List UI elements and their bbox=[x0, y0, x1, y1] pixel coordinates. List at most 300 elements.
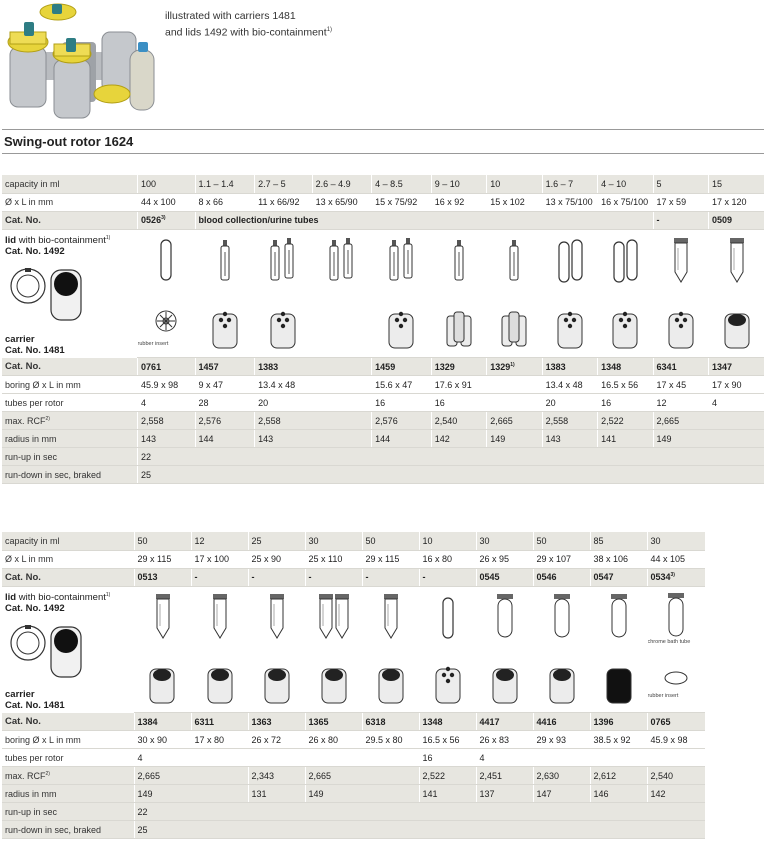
carrier-cat-cell: 0761 bbox=[138, 358, 196, 376]
caption-line-1: illustrated with carriers 1481 bbox=[165, 10, 296, 22]
round-tube-icon bbox=[547, 588, 577, 648]
footnote: 1) bbox=[105, 234, 111, 241]
radius-row bbox=[2, 430, 764, 448]
dimension-cell: 17 x 100 bbox=[191, 550, 248, 568]
carrier-cat-cell: 6341 bbox=[653, 358, 708, 376]
rundown-row bbox=[2, 821, 705, 839]
capacity-row bbox=[2, 532, 705, 550]
syringe-tube-icon bbox=[381, 232, 421, 292]
rcf-cell: 2,540 bbox=[647, 767, 705, 785]
carrier-icon bbox=[444, 298, 474, 354]
carrier-cat-cell: 6318 bbox=[362, 713, 419, 731]
cat-cell: 0546 bbox=[533, 568, 590, 586]
dimension-cell: 25 x 90 bbox=[248, 550, 305, 568]
dimension-cell: 26 x 95 bbox=[476, 550, 533, 568]
carrier-image bbox=[255, 295, 313, 357]
carrier-icon bbox=[604, 653, 634, 709]
dimension-cell: 17 x 120 bbox=[709, 193, 765, 211]
chrome-tube-caption: chrome bath tube bbox=[647, 639, 691, 646]
title-rule-bottom bbox=[2, 153, 764, 154]
cat-no-label: Cat. No. bbox=[2, 211, 138, 229]
boring-cell: 26 x 80 bbox=[305, 731, 362, 749]
radius-cell: 141 bbox=[598, 430, 653, 448]
radius-cell: 147 bbox=[533, 785, 590, 803]
carrier-image bbox=[542, 295, 597, 357]
cat-cell: - bbox=[362, 568, 419, 586]
cat-cell: 0526 bbox=[141, 215, 162, 225]
lid-image-row bbox=[2, 586, 705, 650]
tubes-label: tubes per rotor bbox=[2, 394, 138, 412]
boring-row bbox=[2, 731, 705, 749]
capacity-cell: 50 bbox=[362, 532, 419, 550]
conical-tube-icon bbox=[262, 588, 292, 648]
tubes-cell: 12 bbox=[653, 394, 708, 412]
conical-tube-icon bbox=[148, 588, 178, 648]
tube-image bbox=[305, 586, 362, 650]
carrier-icon bbox=[555, 298, 585, 354]
runup-cell: 22 bbox=[138, 448, 764, 466]
dimension-row bbox=[2, 193, 764, 211]
dimension-cell: 8 x 66 bbox=[195, 193, 255, 211]
tubes-row bbox=[2, 394, 764, 412]
tube-image bbox=[134, 586, 191, 650]
capacity-label: capacity in ml bbox=[2, 175, 138, 193]
boring-cell: 17 x 80 bbox=[191, 731, 248, 749]
boring-cell: 17 x 90 bbox=[709, 376, 765, 394]
carrier-cat-cell: 1329 bbox=[431, 358, 486, 376]
rubber-insert-caption: rubber insert bbox=[647, 693, 679, 700]
rotor-product-illustration bbox=[2, 2, 158, 124]
footnote: 2) bbox=[45, 770, 50, 777]
boring-cell: 26 x 72 bbox=[248, 731, 305, 749]
tubes-cell: 20 bbox=[255, 394, 372, 412]
dimension-cell: 25 x 110 bbox=[305, 550, 362, 568]
rundown-row bbox=[2, 466, 764, 484]
tube-image bbox=[598, 229, 653, 295]
tube-image bbox=[542, 229, 597, 295]
radius-cell: 149 bbox=[134, 785, 248, 803]
rubber-insert-icon bbox=[151, 305, 181, 341]
tube-image bbox=[372, 229, 432, 295]
capacity-cell: 4 – 10 bbox=[598, 175, 653, 193]
lid-label: lid bbox=[5, 234, 17, 246]
tube-image bbox=[195, 229, 255, 295]
rcf-cell: 2,665 bbox=[653, 412, 764, 430]
dimension-cell: 16 x 92 bbox=[431, 193, 486, 211]
rcf-row bbox=[2, 767, 705, 785]
boring-cell: 16.5 x 56 bbox=[598, 376, 653, 394]
dimension-cell: 29 x 115 bbox=[134, 550, 191, 568]
tube-cat-row bbox=[2, 568, 705, 586]
footnote: 3) bbox=[161, 215, 166, 221]
radius-label: radius in mm bbox=[2, 785, 134, 803]
rubber-insert-icon bbox=[661, 663, 691, 693]
carrier-icon bbox=[490, 653, 520, 709]
carrier-image bbox=[312, 295, 372, 357]
dimension-cell: 11 x 66/92 bbox=[255, 193, 313, 211]
carrier-cat-cell: 1457 bbox=[195, 358, 255, 376]
runup-row bbox=[2, 448, 764, 466]
rubber-insert-caption: rubber insert bbox=[137, 341, 169, 348]
carrier-image bbox=[590, 650, 647, 712]
lid-image-row bbox=[2, 229, 764, 295]
carrier-image bbox=[248, 650, 305, 712]
caption-footnote: 1) bbox=[326, 27, 333, 33]
capacity-cell: 85 bbox=[590, 532, 647, 550]
caption-line-2: and lids 1492 with bio-containment bbox=[165, 26, 327, 39]
carrier-icon bbox=[376, 653, 406, 709]
footnote: 1) bbox=[510, 361, 515, 368]
tube-image bbox=[419, 586, 476, 650]
tube-icon bbox=[605, 232, 645, 292]
carrier-cat-label: Cat. No. 1481 bbox=[5, 699, 65, 711]
carrier-icon bbox=[386, 298, 416, 354]
tubes-cell: 4 bbox=[476, 749, 705, 767]
rcf-cell: 2,558 bbox=[138, 412, 196, 430]
carrier-cat-cell: 6311 bbox=[191, 713, 248, 731]
tube-image bbox=[362, 586, 419, 650]
cat-no-label: Cat. No. bbox=[2, 713, 134, 731]
rcf-label: max. RCF bbox=[5, 415, 46, 426]
boring-cell: 16.5 x 56 bbox=[419, 731, 476, 749]
capacity-cell: 4 – 8.5 bbox=[372, 175, 432, 193]
boring-cell: 13.4 x 48 bbox=[542, 376, 597, 394]
cat-cell: 0547 bbox=[590, 568, 647, 586]
capacity-cell: 2.6 – 4.9 bbox=[312, 175, 372, 193]
carrier-cat-cell: 1347 bbox=[709, 358, 765, 376]
capacity-cell: 30 bbox=[647, 532, 705, 550]
syringe-tube-icon bbox=[210, 232, 240, 292]
carrier-cat-cell: 1384 bbox=[134, 713, 191, 731]
footnote: 1) bbox=[105, 591, 111, 598]
cat-cell: - bbox=[419, 568, 476, 586]
cat-cell: 0545 bbox=[476, 568, 533, 586]
lid-carrier-icon bbox=[6, 258, 90, 328]
carrier-image bbox=[533, 650, 590, 712]
blood-collection-label: blood collection/urine tubes bbox=[195, 211, 653, 229]
carrier-icon bbox=[666, 298, 696, 354]
radius-cell: 149 bbox=[487, 430, 542, 448]
carrier-icon bbox=[147, 653, 177, 709]
radius-cell: 143 bbox=[255, 430, 372, 448]
carrier-cat-row bbox=[2, 713, 705, 731]
syringe-tube-icon bbox=[499, 232, 529, 292]
cat-cell: - bbox=[305, 568, 362, 586]
carrier-label: carrier bbox=[5, 333, 35, 345]
carrier-icon bbox=[499, 298, 529, 354]
radius-cell: 143 bbox=[542, 430, 597, 448]
rundown-label: run-down in sec, braked bbox=[2, 821, 134, 839]
rcf-cell: 2,451 bbox=[476, 767, 533, 785]
tubes-cell: 16 bbox=[419, 749, 476, 767]
cat-cell: - bbox=[248, 568, 305, 586]
footnote: 2) bbox=[45, 415, 50, 422]
boring-label: boring Ø x L in mm bbox=[2, 376, 138, 394]
radius-cell: 149 bbox=[653, 430, 764, 448]
dimension-cell: 38 x 106 bbox=[590, 550, 647, 568]
lid-carrier-side-panel bbox=[2, 586, 134, 713]
dimension-label: Ø x L in mm bbox=[2, 550, 134, 568]
lid-label: lid bbox=[5, 591, 17, 603]
tubes-cell: 4 bbox=[709, 394, 765, 412]
rotor-table-1 bbox=[2, 175, 764, 484]
carrier-icon bbox=[433, 653, 463, 709]
rcf-cell: 2,630 bbox=[533, 767, 590, 785]
tube-image bbox=[312, 229, 372, 295]
rcf-label: max. RCF bbox=[5, 770, 46, 781]
capacity-cell: 1.1 – 1.4 bbox=[195, 175, 255, 193]
lid-cat-label: Cat. No. 1492 bbox=[5, 602, 65, 614]
syringe-tube-icon bbox=[444, 232, 474, 292]
radius-cell: 144 bbox=[195, 430, 255, 448]
capacity-cell: 25 bbox=[248, 532, 305, 550]
tube-cat-row bbox=[2, 211, 764, 229]
tubes-cell: 16 bbox=[598, 394, 653, 412]
carrier-image bbox=[431, 295, 486, 357]
tube-icon bbox=[550, 232, 590, 292]
carrier-cat-cell: 4416 bbox=[533, 713, 590, 731]
tube-image bbox=[709, 229, 765, 295]
lid-cat-label: Cat. No. 1492 bbox=[5, 245, 65, 257]
boring-cell: 26 x 83 bbox=[476, 731, 533, 749]
carrier-cat-cell: 1348 bbox=[598, 358, 653, 376]
boring-cell: 17 x 45 bbox=[653, 376, 708, 394]
boring-cell: 9 x 47 bbox=[195, 376, 255, 394]
dimension-cell: 29 x 107 bbox=[533, 550, 590, 568]
dimension-cell: 44 x 105 bbox=[647, 550, 705, 568]
carrier-cat-cell: 1365 bbox=[305, 713, 362, 731]
conical-tube-icon bbox=[205, 588, 235, 648]
lid-label-suffix: with bio-containment bbox=[16, 591, 106, 603]
carrier-icon bbox=[205, 653, 235, 709]
capacity-cell: 100 bbox=[138, 175, 196, 193]
rcf-cell: 2,576 bbox=[195, 412, 255, 430]
carrier-image bbox=[653, 295, 708, 357]
carrier-cat-cell: 1348 bbox=[419, 713, 476, 731]
carrier-image bbox=[195, 295, 255, 357]
lid-label-suffix: with bio-containment bbox=[16, 234, 106, 246]
capacity-cell: 5 bbox=[653, 175, 708, 193]
carrier-cat-cell: 1396 bbox=[590, 713, 647, 731]
carrier-image bbox=[305, 650, 362, 712]
tube-image bbox=[191, 586, 248, 650]
runup-label: run-up in sec bbox=[2, 448, 138, 466]
chrome-bath-tube-icon bbox=[661, 591, 691, 639]
rcf-cell: 2,665 bbox=[305, 767, 419, 785]
boring-cell: 45.9 x 98 bbox=[138, 376, 196, 394]
carrier-cat-cell: 1383 bbox=[255, 358, 372, 376]
radius-label: radius in mm bbox=[2, 430, 138, 448]
rcf-cell: 2,665 bbox=[134, 767, 248, 785]
tube-image bbox=[248, 586, 305, 650]
tubes-row bbox=[2, 749, 705, 767]
conical-tube-icon bbox=[722, 232, 752, 292]
boring-row bbox=[2, 376, 764, 394]
carrier-cat-cell: 1329 bbox=[490, 361, 511, 372]
carrier-image bbox=[362, 650, 419, 712]
tube-image bbox=[431, 229, 486, 295]
capacity-cell: 1.6 – 7 bbox=[542, 175, 597, 193]
tube-icon bbox=[151, 232, 181, 292]
illustration-caption bbox=[165, 9, 332, 40]
tube-image bbox=[487, 229, 542, 295]
carrier-image bbox=[709, 295, 765, 357]
rcf-cell: 2,343 bbox=[248, 767, 305, 785]
runup-row bbox=[2, 803, 705, 821]
carrier-icon bbox=[610, 298, 640, 354]
rotor-table-2 bbox=[2, 532, 705, 839]
footnote: 3) bbox=[670, 572, 675, 578]
conical-tube-icon bbox=[314, 588, 354, 648]
boring-cell: 45.9 x 98 bbox=[647, 731, 705, 749]
capacity-cell: 30 bbox=[476, 532, 533, 550]
carrier-icon bbox=[319, 653, 349, 709]
carrier-image bbox=[647, 650, 705, 712]
boring-cell: 30 x 90 bbox=[134, 731, 191, 749]
rcf-cell: 2,576 bbox=[372, 412, 432, 430]
capacity-cell: 10 bbox=[487, 175, 542, 193]
cat-cell: 0534 bbox=[650, 572, 671, 582]
dimension-cell: 15 x 102 bbox=[487, 193, 542, 211]
capacity-cell: 10 bbox=[419, 532, 476, 550]
rcf-cell: 2,558 bbox=[255, 412, 372, 430]
cat-cell: 0513 bbox=[134, 568, 191, 586]
tube-image bbox=[653, 229, 708, 295]
radius-cell: 131 bbox=[248, 785, 305, 803]
carrier-image bbox=[134, 650, 191, 712]
dimension-label: Ø x L in mm bbox=[2, 193, 138, 211]
capacity-cell: 12 bbox=[191, 532, 248, 550]
cat-no-label: Cat. No. bbox=[2, 358, 138, 376]
tube-image bbox=[476, 586, 533, 650]
tube-image bbox=[138, 229, 196, 295]
carrier-icon bbox=[547, 653, 577, 709]
dimension-cell: 29 x 115 bbox=[362, 550, 419, 568]
tubes-cell: 20 bbox=[542, 394, 597, 412]
boring-label: boring Ø x L in mm bbox=[2, 731, 134, 749]
radius-cell: 141 bbox=[419, 785, 476, 803]
radius-cell: 146 bbox=[590, 785, 647, 803]
carrier-image bbox=[476, 650, 533, 712]
tubes-cell: 4 bbox=[134, 749, 419, 767]
radius-cell: 142 bbox=[431, 430, 486, 448]
dimension-cell: 44 x 100 bbox=[138, 193, 196, 211]
carrier-image bbox=[487, 295, 542, 357]
conical-tube-icon bbox=[376, 588, 406, 648]
capacity-cell: 50 bbox=[533, 532, 590, 550]
capacity-label: capacity in ml bbox=[2, 532, 134, 550]
cat-no-label: Cat. No. bbox=[2, 568, 134, 586]
dimension-cell: 16 x 75/100 bbox=[598, 193, 653, 211]
lid-carrier-side-panel bbox=[2, 229, 138, 358]
rcf-cell: 2,665 bbox=[487, 412, 542, 430]
boring-cell: 29 x 93 bbox=[533, 731, 590, 749]
tubes-cell: 16 bbox=[372, 394, 432, 412]
rcf-cell: 2,540 bbox=[431, 412, 486, 430]
capacity-cell: 2.7 – 5 bbox=[255, 175, 313, 193]
carrier-image bbox=[419, 650, 476, 712]
carrier-icon bbox=[262, 653, 292, 709]
carrier-image bbox=[191, 650, 248, 712]
boring-cell: 29.5 x 80 bbox=[362, 731, 419, 749]
capacity-cell: 50 bbox=[134, 532, 191, 550]
rundown-cell: 25 bbox=[138, 466, 764, 484]
radius-cell: 143 bbox=[138, 430, 196, 448]
round-tube-icon bbox=[490, 588, 520, 648]
carrier-icon bbox=[210, 298, 240, 354]
round-tube-icon bbox=[604, 588, 634, 648]
carrier-cat-cell: 1363 bbox=[248, 713, 305, 731]
syringe-tube-icon bbox=[322, 232, 362, 292]
radius-row bbox=[2, 785, 705, 803]
radius-cell: 137 bbox=[476, 785, 533, 803]
radius-cell: 144 bbox=[372, 430, 432, 448]
radius-cell: 142 bbox=[647, 785, 705, 803]
carrier-image bbox=[372, 295, 432, 357]
radius-cell: 149 bbox=[305, 785, 419, 803]
page-title: Swing-out rotor 1624 bbox=[4, 134, 134, 149]
cat-cell: - bbox=[191, 568, 248, 586]
carrier-cat-row bbox=[2, 358, 764, 376]
dimension-row bbox=[2, 550, 705, 568]
rcf-cell: 2,612 bbox=[590, 767, 647, 785]
cat-cell: - bbox=[653, 211, 708, 229]
boring-cell: 38.5 x 92 bbox=[590, 731, 647, 749]
runup-label: run-up in sec bbox=[2, 803, 134, 821]
boring-cell: 13.4 x 48 bbox=[255, 376, 372, 394]
dimension-cell: 17 x 59 bbox=[653, 193, 708, 211]
cat-cell: 0509 bbox=[709, 211, 765, 229]
rcf-row bbox=[2, 412, 764, 430]
carrier-cat-cell: 1459 bbox=[372, 358, 432, 376]
carrier-label: carrier bbox=[5, 688, 35, 700]
capacity-cell: 15 bbox=[709, 175, 765, 193]
carrier-cat-label: Cat. No. 1481 bbox=[5, 344, 65, 356]
boring-cell: 15.6 x 47 bbox=[372, 376, 432, 394]
capacity-cell: 9 – 10 bbox=[431, 175, 486, 193]
capacity-row bbox=[2, 175, 764, 193]
rcf-cell: 2,558 bbox=[542, 412, 597, 430]
tube-icon bbox=[433, 588, 463, 648]
conical-tube-icon bbox=[666, 232, 696, 292]
syringe-tube-icon bbox=[263, 232, 303, 292]
carrier-cat-cell: 4417 bbox=[476, 713, 533, 731]
tubes-cell: 28 bbox=[195, 394, 255, 412]
runup-cell: 22 bbox=[134, 803, 705, 821]
title-rule-top bbox=[2, 129, 764, 130]
tube-image bbox=[533, 586, 590, 650]
carrier-cat-cell: 1383 bbox=[542, 358, 597, 376]
carrier-cat-cell: 0765 bbox=[647, 713, 705, 731]
dimension-cell: 13 x 65/90 bbox=[312, 193, 372, 211]
carrier-icon bbox=[722, 298, 752, 354]
rcf-cell: 2,522 bbox=[419, 767, 476, 785]
carrier-image bbox=[138, 295, 196, 357]
capacity-cell: 30 bbox=[305, 532, 362, 550]
dimension-cell: 16 x 80 bbox=[419, 550, 476, 568]
carrier-icon bbox=[268, 298, 298, 354]
tubes-cell: 4 bbox=[138, 394, 196, 412]
lid-carrier-icon bbox=[6, 615, 90, 685]
boring-cell: 17.6 x 91 bbox=[431, 376, 542, 394]
tubes-cell: 16 bbox=[431, 394, 542, 412]
tubes-label: tubes per rotor bbox=[2, 749, 134, 767]
rcf-cell: 2,522 bbox=[598, 412, 653, 430]
rundown-cell: 25 bbox=[134, 821, 705, 839]
tube-image bbox=[255, 229, 313, 295]
tube-image bbox=[647, 586, 705, 650]
carrier-image bbox=[598, 295, 653, 357]
